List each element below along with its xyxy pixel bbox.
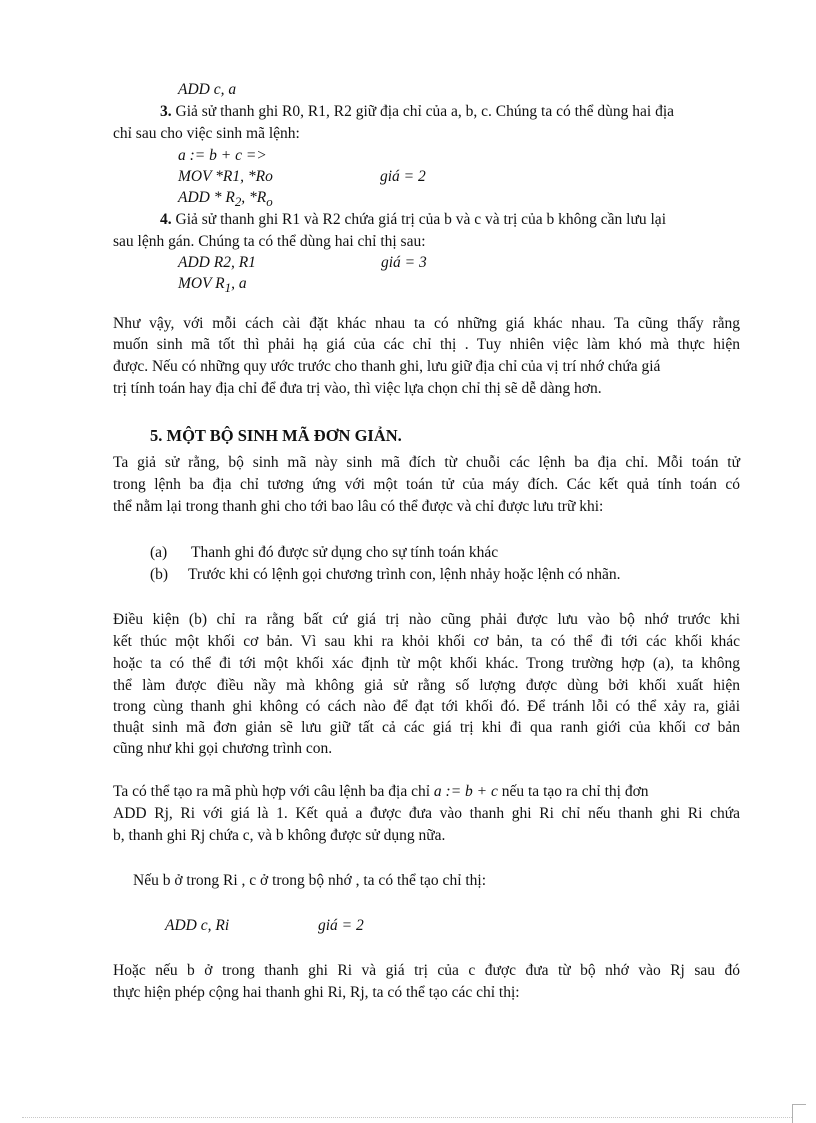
paragraph-1-line-1: Như vậy, với mỗi cách cài đặt khác nhau ta có những giá khác nhau. Ta cũng thấy rằng <box>113 315 740 332</box>
code-add-mid: , *R <box>241 189 267 206</box>
item-4-number: 4. <box>160 211 172 228</box>
paragraph-3-line-5: trong cùng thanh ghi không có cách nào để đạt tới khối đó. Để tránh lỗi có thể xảy ra, giải <box>113 698 740 715</box>
paragraph-4-line-1 <box>113 782 649 802</box>
code-line-add-c-ri: ADD c, Ri <box>165 917 230 934</box>
paragraph-3-line-1: Điều kiện (b) chỉ ra rằng bất cứ giá trị nào cũng phải được lưu vào bộ nhớ trước khi <box>113 611 740 628</box>
paragraph-3-line-6: thuật sinh mã đơn giản sẽ lưu giữ tất cả các giá trị khi đi qua ranh giới của khối cơ bản <box>113 719 740 736</box>
item-4-text: Giả sử thanh ghi R1 và R2 chứa giá trị của b và c và trị của b không cần lưu lại <box>175 211 666 228</box>
item-3 <box>160 102 674 122</box>
paragraph-5: Nếu b ở trong Ri , c ở trong bộ nhớ , ta có thể tạo chỉ thị: <box>133 872 487 889</box>
paragraph-3-line-3: hoặc ta có thể đi tới một khối xác định từ một khối khác. Trong trường hợp (a), ta không <box>113 655 740 672</box>
list-item-b-label: (b) <box>150 566 169 583</box>
paragraph-2-line-3: thể nằm lại trong thanh ghi cho tới bao lâu có thể được và chỉ được lưu trữ khi: <box>113 498 604 515</box>
code-line-add-c-a: ADD c, a <box>178 81 237 98</box>
subscript-1: 1 <box>224 280 232 296</box>
list-item-a-label: (a) <box>150 544 168 561</box>
paragraph-2-line-1: Ta giả sử rằng, bộ sinh mã này sinh mã đích từ chuỗi các lệnh ba địa chỉ. Mỗi toán tử <box>113 454 740 471</box>
paragraph-4-line-3: b, thanh ghi Rj chứa c, và b không được sử dụng nữa. <box>113 827 446 844</box>
item-3-continuation: chỉ sau cho việc sinh mã lệnh: <box>113 125 300 142</box>
list-item-a-text: Thanh ghi đó được sử dụng cho sự tính toán khác <box>191 544 499 561</box>
item-4 <box>160 210 666 230</box>
item-3-text: Giả sử thanh ghi R0, R1, R2 giữ địa chỉ của a, b, c. Chúng ta có thể dùng hai địa <box>175 103 675 120</box>
paragraph-2-line-2: trong lệnh ba địa chỉ tương ứng với một toán tử của máy đích. Các kết quả tính toán có <box>113 476 740 493</box>
page-corner-mark-vertical <box>792 1104 793 1123</box>
paragraph-4-line-2: ADD Rj, Ri với giá là 1. Kết quả a được đưa vào thanh ghi Ri chỉ nếu thanh ghi Ri chứa <box>113 805 740 822</box>
cost-label-2: giá = 2 <box>380 168 426 185</box>
paragraph-6-line-2: thực hiện phép cộng hai thanh ghi Ri, Rj, ta có thể tạo các chỉ thị: <box>113 984 520 1001</box>
code-mov-suffix: , a <box>231 275 247 292</box>
paragraph-4-text-c: nếu ta tạo ra chỉ thị đơn <box>501 783 649 800</box>
code-line-mov-r1-a <box>178 274 247 298</box>
code-mov-prefix: MOV R <box>178 275 225 292</box>
page-corner-mark-horizontal <box>792 1104 806 1105</box>
code-line-assignment: a := b + c => <box>178 147 267 164</box>
item-4-continuation: sau lệnh gán. Chúng ta có thể dùng hai chỉ thị sau: <box>113 233 426 250</box>
paragraph-4-formula: a := b + c <box>433 783 498 800</box>
item-3-number: 3. <box>160 103 172 120</box>
page-bottom-border <box>22 1117 792 1118</box>
paragraph-4-text-a: Ta có thể tạo ra mã phù hợp với câu lệnh ba địa chỉ <box>113 783 431 800</box>
cost-label-3: giá = 3 <box>381 254 427 271</box>
paragraph-3-line-7: cũng như khi gọi chương trình con. <box>113 740 333 757</box>
section-heading: 5. MỘT BỘ SINH MÃ ĐƠN GIẢN. <box>150 426 402 445</box>
paragraph-1-line-3: được. Nếu có những quy ước trước cho thanh ghi, lưu giữ địa chỉ của vị trí nhớ chứa giá <box>113 358 661 375</box>
paragraph-1-line-2: muốn sinh mã tốt thì phải hạ giá của các chỉ thị . Tuy nhiên việc làm khó mà thực hiện <box>113 336 740 353</box>
paragraph-3-line-4: thể làm được điều nầy mà không giả sử rằng số lượng được dùng bởi khối xuất hiện <box>113 677 740 694</box>
code-line-mov: MOV *R1, *Ro <box>178 168 273 185</box>
code-add-prefix: ADD * R <box>178 189 235 206</box>
subscript-o: o <box>266 194 273 210</box>
cost-label-2b: giá = 2 <box>318 917 364 934</box>
paragraph-3-line-2: kết thúc một khối cơ bản. Vì sau khi ra khỏi khối cơ bản, ta có thể đi tới các khối khác <box>113 633 740 650</box>
paragraph-1-line-4: trị tính toán hay địa chỉ để đưa trị vào, thì việc lựa chọn chỉ thị sẽ dễ dàng hơn. <box>113 380 602 397</box>
subscript-2: 2 <box>234 194 242 210</box>
code-line-add-r2-ro <box>178 188 273 212</box>
code-line-add-r2-r1: ADD R2, R1 <box>178 254 256 271</box>
list-item-b-text: Trước khi có lệnh gọi chương trình con, lệnh nhảy hoặc lệnh có nhãn. <box>188 566 621 583</box>
paragraph-6-line-1: Hoặc nếu b ở trong thanh ghi Ri và giá trị của c được đưa từ bộ nhớ vào Rj sau đó <box>113 962 740 979</box>
